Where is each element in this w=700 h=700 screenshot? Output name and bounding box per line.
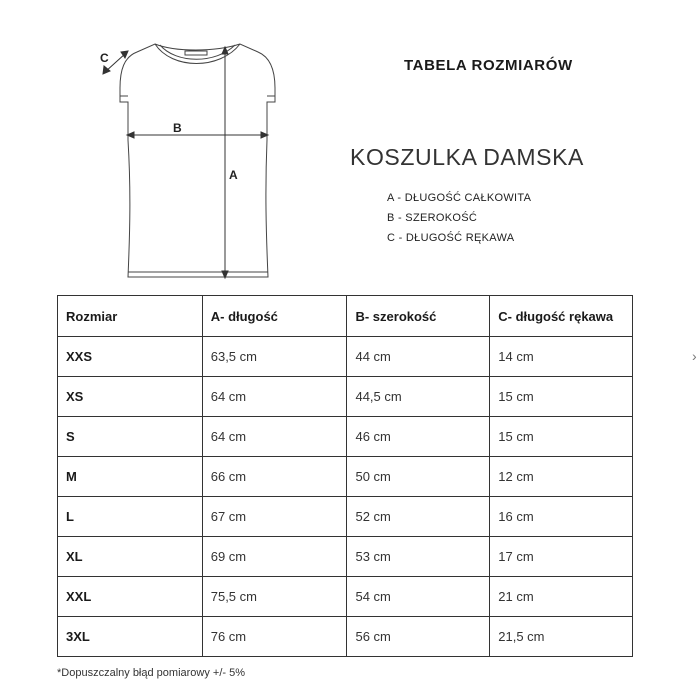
tshirt-diagram [80,30,310,290]
legend-item-c: C - DŁUGOŚĆ RĘKAWA [387,232,515,244]
cell-width: 54 cm [347,577,490,617]
legend-item-b: B - SZEROKOŚĆ [387,212,478,224]
label-a: A [229,168,238,182]
cell-width: 53 cm [347,537,490,577]
cell-sleeve: 21 cm [490,577,633,617]
cell-length: 63,5 cm [202,337,347,377]
cell-size: XXS [58,337,203,377]
cell-sleeve: 16 cm [490,497,633,537]
tshirt-outline [120,44,275,277]
table-row [58,617,633,657]
cell-length: 75,5 cm [202,577,347,617]
table-row [58,377,633,417]
cell-width: 50 cm [347,457,490,497]
cell-length: 64 cm [202,377,347,417]
cell-size: S [58,417,203,457]
cell-sleeve: 17 cm [490,537,633,577]
cell-width: 44,5 cm [347,377,490,417]
cell-size: M [58,457,203,497]
cell-width: 44 cm [347,337,490,377]
legend-item-a: A - DŁUGOŚĆ CAŁKOWITA [387,192,532,204]
table-row [58,457,633,497]
cell-length: 66 cm [202,457,347,497]
label-b: B [173,121,182,135]
table-row [58,417,633,457]
cell-size: XS [58,377,203,417]
cell-length: 69 cm [202,537,347,577]
cell-sleeve: 14 cm [490,337,633,377]
cell-length: 64 cm [202,417,347,457]
cell-sleeve: 15 cm [490,417,633,457]
chevron-right-icon[interactable]: › [692,348,697,364]
measurement-footnote: *Dopuszczalny błąd pomiarowy +/- 5% [57,667,246,679]
cell-sleeve: 21,5 cm [490,617,633,657]
cell-sleeve: 15 cm [490,377,633,417]
cell-width: 52 cm [347,497,490,537]
header-width: B- szerokość [347,296,490,337]
cell-width: 46 cm [347,417,490,457]
measurement-legend [387,188,531,248]
table-row [58,497,633,537]
header-sleeve: C- długość rękawa [490,296,633,337]
cell-length: 67 cm [202,497,347,537]
label-c: C [100,51,109,65]
cell-size: L [58,497,203,537]
table-row [58,337,633,377]
table-header-row [58,296,633,337]
page-title: TABELA ROZMIARÓW [404,57,573,74]
product-title: KOSZULKA DAMSKA [350,144,584,170]
cell-length: 76 cm [202,617,347,657]
table-row [58,537,633,577]
header-length: A- długość [202,296,347,337]
cell-width: 56 cm [347,617,490,657]
size-table [57,295,633,657]
cell-size: XXL [58,577,203,617]
cell-sleeve: 12 cm [490,457,633,497]
cell-size: 3XL [58,617,203,657]
table-row [58,577,633,617]
cell-size: XL [58,537,203,577]
header-size: Rozmiar [58,296,203,337]
